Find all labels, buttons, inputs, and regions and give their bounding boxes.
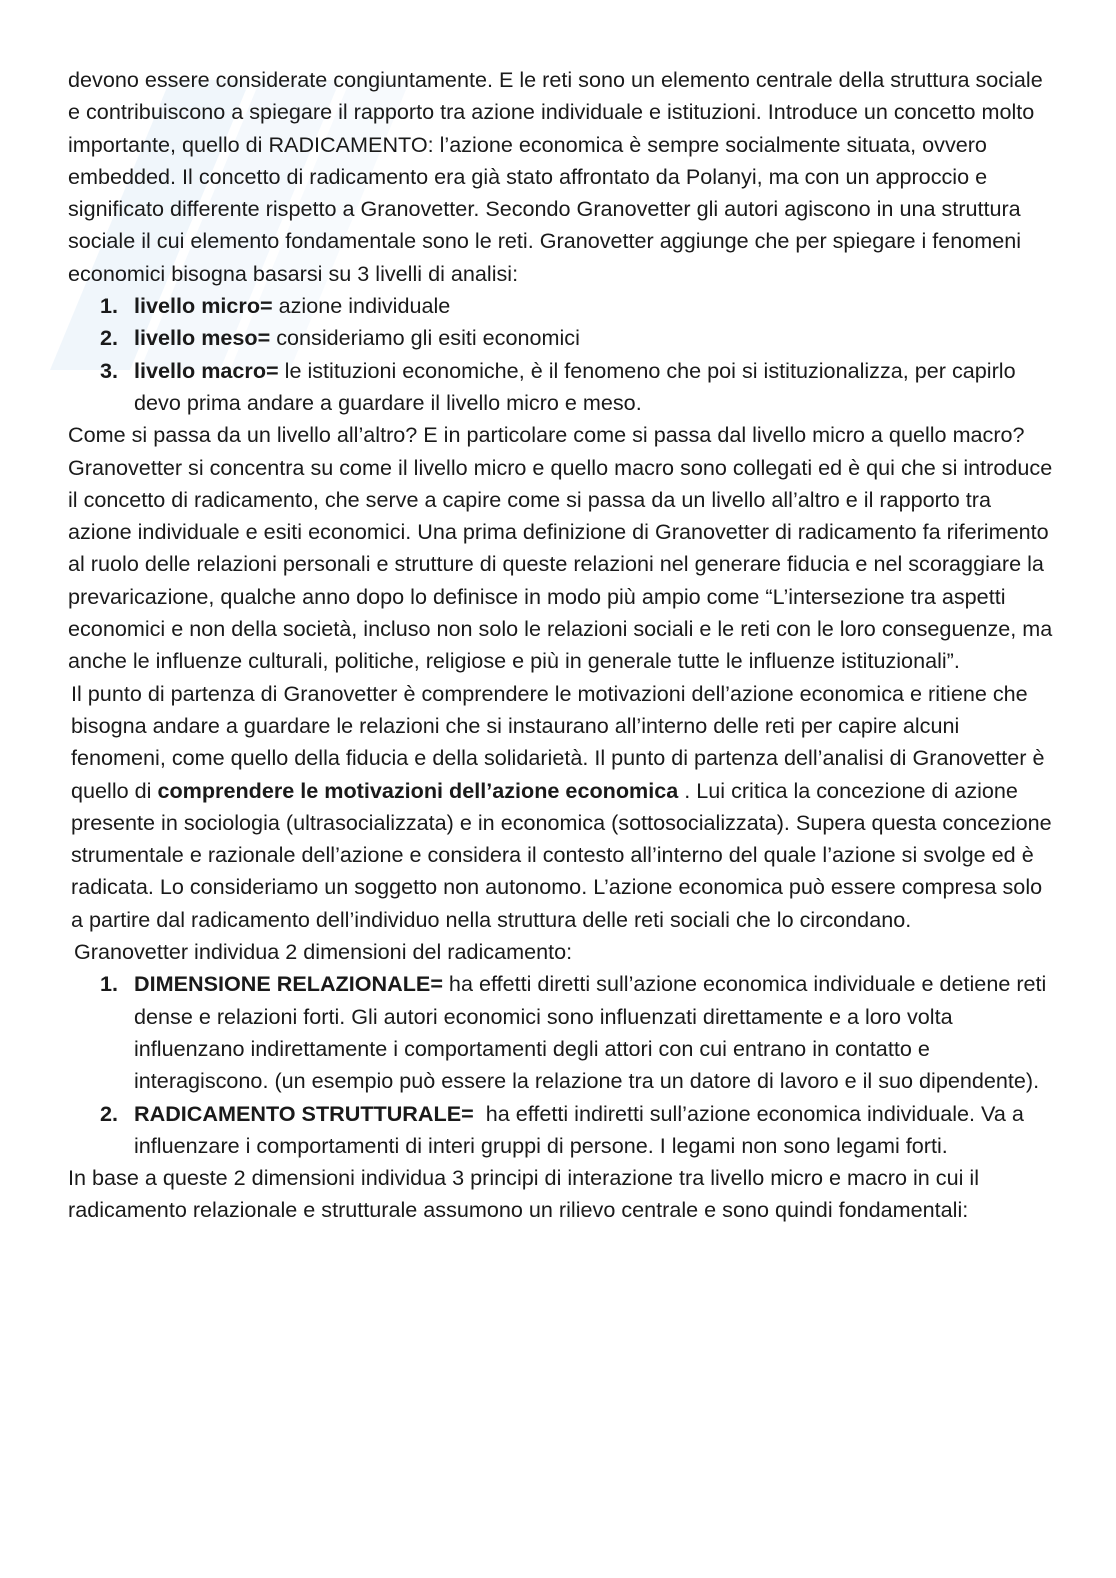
paragraph: devono essere considerate congiuntamente. E le reti sono un elemento centrale della struttura sociale e contribuiscono a spiegare il rapporto tra azione individuale e istituzioni. Introduce un concetto molto importante, quello di RADICAMENTO: l’azione economica è sempre socialmente situata, ovvero embedded. Il concetto di radicamento era già stato affrontato da Polanyi, ma con un approccio e significato differente rispetto a Granovetter. Secondo Granovetter gli autori agiscono in una struttura sociale il cui elemento fondamentale sono le reti. Granovetter aggiunge che per spiegare i fenomeni economici bisogna basarsi su 3 livelli di analisi:	[68, 67, 1043, 286]
paragraph-text: . Lui critica la concezione di azione presente in sociologia (ultrasocializzata) e in economica (sottosocializzata). Supera questa concezione strumentale e razionale dell’azione e considera il contesto all’interno del quale l’azione si svolge ed è radicata. Lo consideriamo un soggetto non autonomo. L’azione economica può essere compresa solo a partire dal radicamento dell’individuo nella struttura delle reti sociali che lo circondano.	[71, 777, 1052, 932]
paragraph: In base a queste 2 dimensioni individua 3 principi di interazione tra livello micro e macro in cui il radicamento relazionale e strutturale assumono un rilievo centrale e sono quindi fondamentali:	[68, 1165, 979, 1223]
list-number: 1.	[100, 971, 119, 997]
paragraph-text: Il punto di partenza di Granovetter è comprendere le motivazioni dell’azione economica e ritiene che bisogna andare a guardare le relazioni che si instaurano all’interno delle reti per capire alcuni fenomeni, come quello della fiducia e della solidarietà. Il punto di partenza dell’analisi di Granovetter è quello di	[71, 680, 1045, 803]
list-number: 3.	[100, 357, 119, 383]
list-item	[68, 322, 1053, 354]
list-text: consideriamo gli esiti economici	[270, 325, 580, 351]
list-term: RADICAMENTO STRUTTURALE=	[134, 1100, 474, 1126]
list-text: ha effetti indiretti sull’azione economica individuale. Va a influenzare i comportamenti di interi gruppi di persone. I legami non sono legami forti.	[134, 1100, 1030, 1158]
list-term: livello micro=	[134, 293, 273, 319]
paragraph	[68, 678, 1053, 936]
list-item	[68, 968, 1053, 1097]
paragraph: Come si passa da un livello all’altro? E in particolare come si passa dal livello micro a quello macro?	[68, 422, 1025, 448]
list-text: azione individuale	[272, 293, 451, 319]
paragraph: Granovetter si concentra su come il livello micro e quello macro sono collegati ed è qui che si introduce il concetto di radicamento, che serve a capire come si passa da un livello all’altro e il rapporto tra azione individuale e esiti economici. Una prima definizione di Granovetter di radicamento fa riferimento al ruolo delle relazioni personali e strutture di queste relazioni nel generare fiducia e nel scoraggiare la prevaricazione, qualche anno dopo lo definisce in modo più ampio come “L’intersezione tra aspetti economici e non della società, incluso non solo le relazioni sociali e le reti con le loro conseguenze, ma anche le influenze culturali, politiche, religiose e più in generale tutte le influenze istituzionali”.	[68, 454, 1053, 674]
document-page	[68, 64, 1053, 1227]
dimensions-list	[68, 968, 1053, 1162]
list-item	[68, 355, 1053, 420]
list-number: 2.	[100, 1100, 119, 1126]
list-text: ha effetti diretti sull’azione economica individuale e detiene reti dense e relazioni forti. Gli autori economici sono influenzati direttamente e a loro volta influenzano indirettamente i comportamenti degli attori con cui entrano in contatto e interagiscono. (un esempio può essere la relazione tra un datore di lavoro e il suo dipendente).	[134, 971, 1047, 1094]
paragraph-bold-text: comprendere le motivazioni dell’azione economica	[157, 777, 679, 803]
list-term: livello meso=	[134, 325, 271, 351]
list-term: livello macro=	[134, 357, 279, 383]
list-item	[68, 290, 1053, 322]
paragraph: Granovetter individua 2 dimensioni del radicamento:	[74, 939, 573, 965]
levels-list	[68, 290, 1053, 419]
list-term: DIMENSIONE RELAZIONALE=	[134, 971, 443, 997]
list-number: 2.	[100, 325, 119, 351]
list-number: 1.	[100, 293, 119, 319]
list-text: le istituzioni economiche, è il fenomeno che poi si istituzionalizza, per capirlo devo prima andare a guardare il livello micro e meso.	[134, 357, 1016, 415]
list-item	[68, 1098, 1053, 1163]
